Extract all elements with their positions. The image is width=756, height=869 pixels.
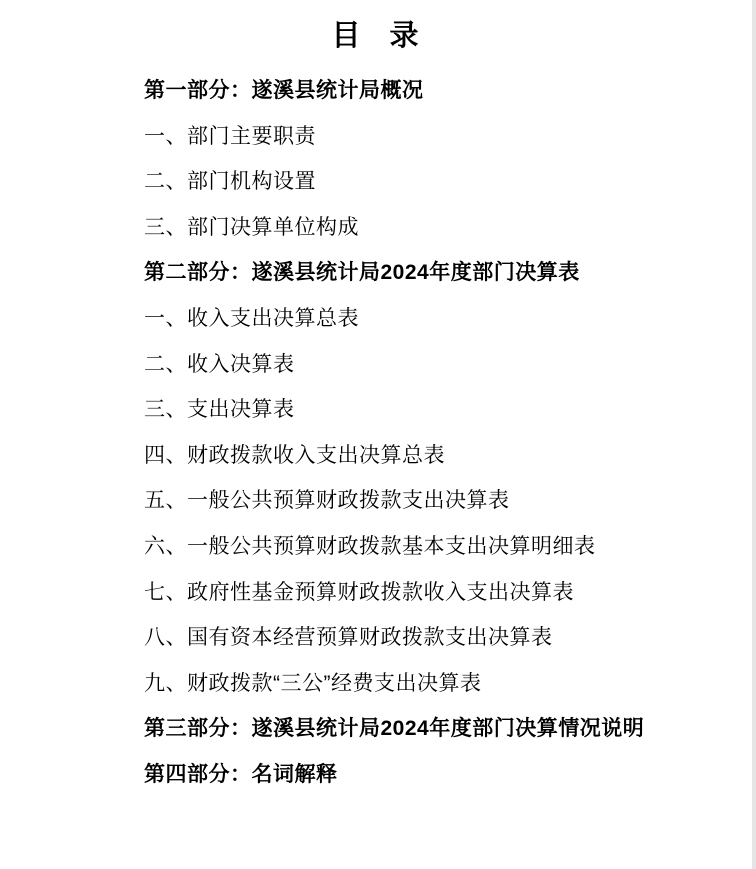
toc-item: 四、财政拨款收入支出决算总表: [144, 443, 445, 467]
toc-section-heading: 第一部分：遂溪县统计局概况: [144, 79, 424, 102]
toc-item: 八、国有资本经营预算财政拨款支出决算表: [144, 626, 553, 650]
toc-item: 五、一般公共预算财政拨款支出决算表: [144, 489, 510, 513]
page-title: 目 录: [331, 20, 419, 52]
toc-item: 三、支出决算表: [144, 398, 295, 422]
toc-section-heading: 第三部分：遂溪县统计局2024年度部门决算情况说明: [144, 717, 645, 741]
toc-item: 三、部门决算单位构成: [144, 215, 359, 239]
toc-item: 二、部门机构设置: [144, 170, 316, 194]
toc-item: 一、收入支出决算总表: [144, 306, 359, 330]
toc-list: [144, 68, 724, 798]
toc-item: 二、收入决算表: [144, 352, 295, 376]
toc-item: 六、一般公共预算财政拨款基本支出决算明细表: [144, 534, 596, 558]
toc-item: 七、政府性基金预算财政拨款收入支出决算表: [144, 580, 574, 604]
toc-item: 一、部门主要职责: [144, 124, 316, 148]
toc-item: 九、财政拨款“三公”经费支出决算表: [144, 671, 482, 695]
toc-section-heading: 第四部分：名词解释: [144, 762, 338, 786]
toc-section-heading: 第二部分：遂溪县统计局2024年度部门决算表: [144, 261, 580, 285]
page-edge-strip: [752, 0, 756, 869]
